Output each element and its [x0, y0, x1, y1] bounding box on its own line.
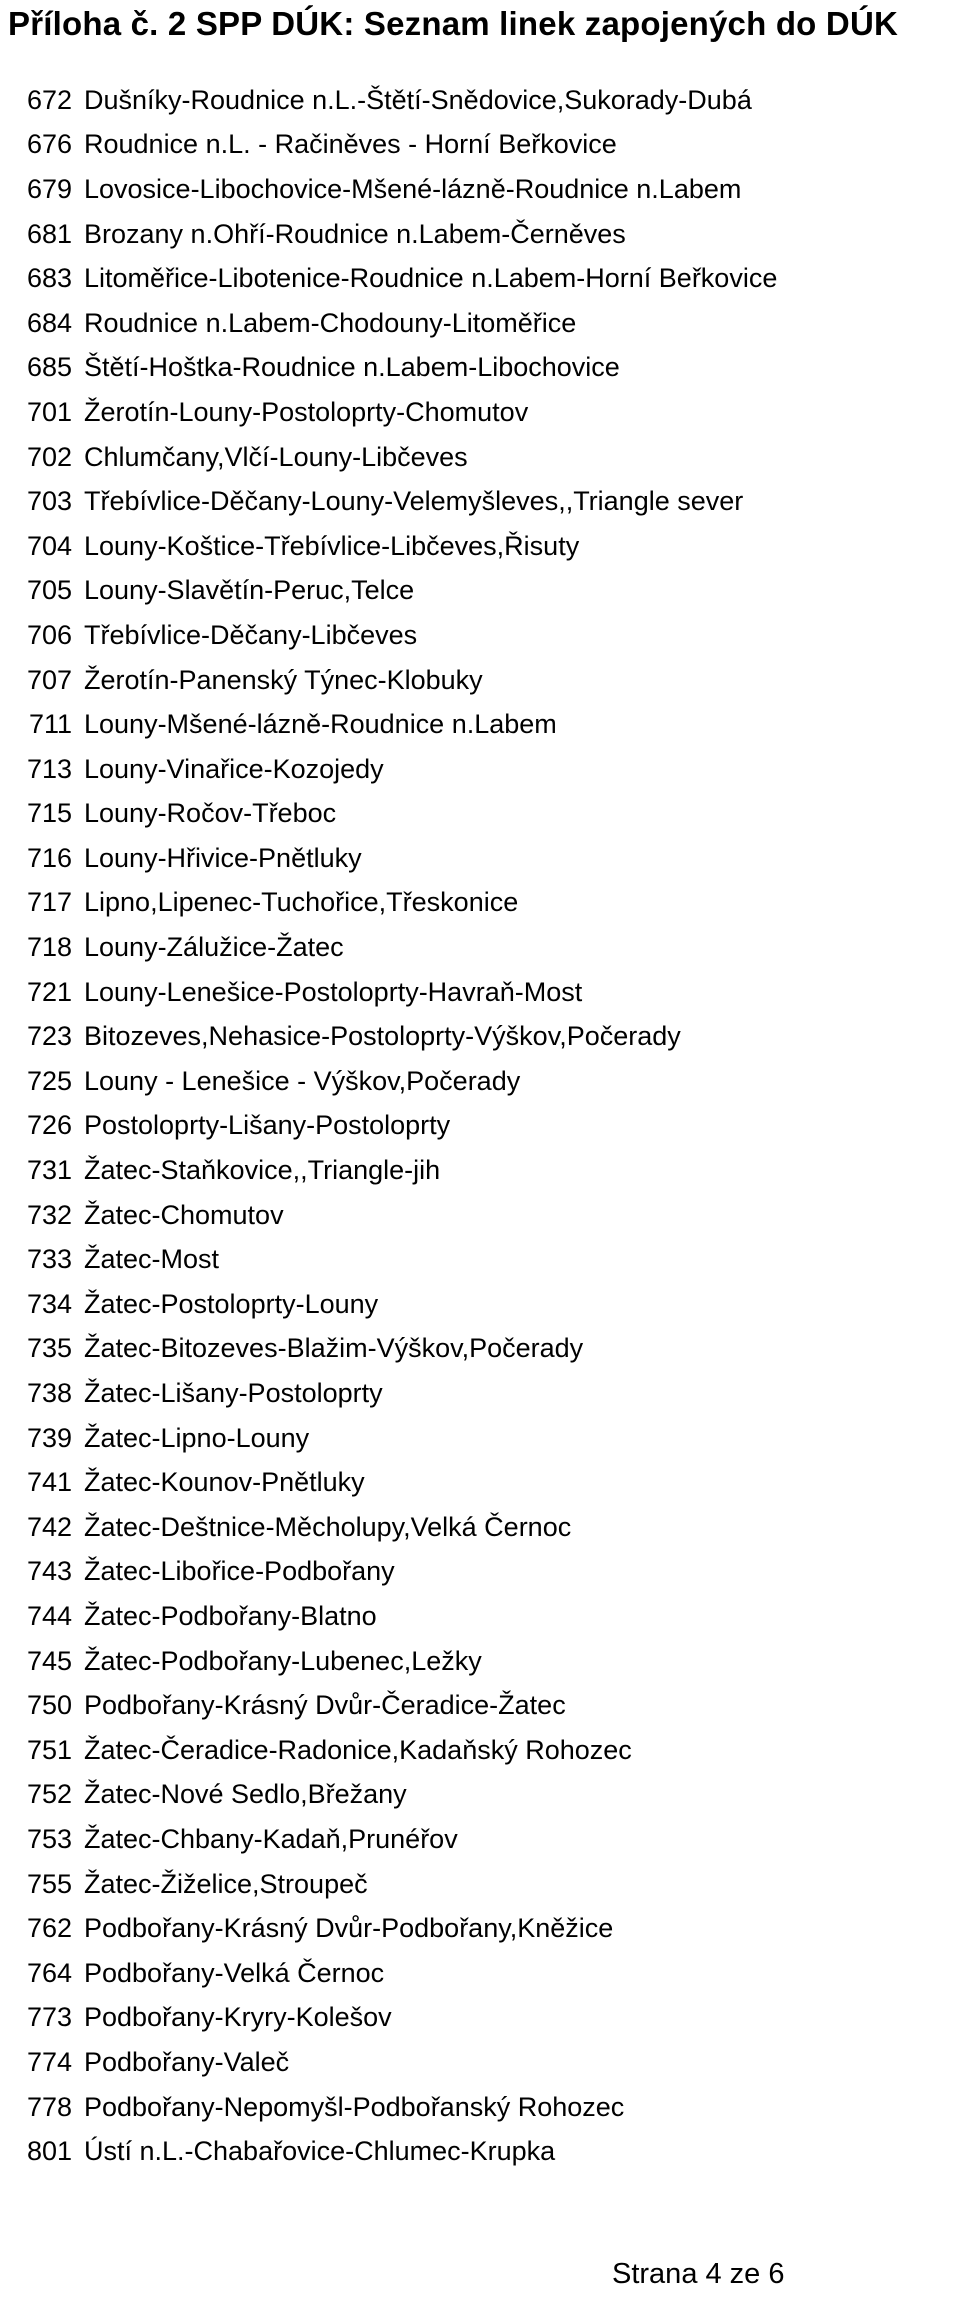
line-number: 774: [26, 2046, 72, 2077]
line-route: Chlumčany,Vlčí-Louny-Libčeves: [84, 441, 468, 472]
line-number: 745: [26, 1645, 72, 1676]
line-route: Podbořany-Valeč: [84, 2046, 290, 2077]
list-item: [0, 1550, 960, 1595]
list-item: [0, 256, 960, 301]
list-item: [0, 1773, 960, 1818]
list-item: [0, 1059, 960, 1104]
line-number: 715: [26, 798, 72, 829]
list-item: [0, 1282, 960, 1327]
line-route: Žatec-Podbořany-Blatno: [84, 1600, 377, 1631]
list-item: [0, 2085, 960, 2130]
list-item: [0, 390, 960, 435]
line-route: Dušníky-Roudnice n.L.-Štětí-Snědovice,Sukorady-Dubá: [84, 84, 752, 115]
list-item: [0, 1639, 960, 1684]
line-number: 735: [26, 1333, 72, 1364]
list-item: [0, 836, 960, 881]
line-route: Žatec-Lipno-Louny: [84, 1422, 310, 1453]
line-route: Louny-Hřivice-Pnětluky: [84, 842, 362, 873]
line-number: 752: [26, 1779, 72, 1810]
line-number: 723: [26, 1021, 72, 1052]
line-route: Štětí-Hoštka-Roudnice n.Labem-Libochovice: [84, 352, 620, 383]
line-number: 706: [26, 619, 72, 650]
list-item: [0, 78, 960, 123]
line-number: 753: [26, 1823, 72, 1854]
list-item: [0, 1014, 960, 1059]
line-route: Žatec-Chomutov: [84, 1199, 284, 1230]
line-number: 679: [26, 173, 72, 204]
page-number: Strana 4 ze 6: [612, 2258, 785, 2290]
list-item: [0, 1862, 960, 1907]
line-number: 705: [26, 575, 72, 606]
line-number: 685: [26, 352, 72, 383]
line-number: 721: [26, 976, 72, 1007]
line-number: 672: [26, 84, 72, 115]
list-item: [0, 925, 960, 970]
line-route: Lovosice-Libochovice-Mšené-lázně-Roudnice n.Labem: [84, 173, 742, 204]
list-item: [0, 346, 960, 391]
list-item: [0, 881, 960, 926]
line-route: Žatec-Lišany-Postoloprty: [84, 1378, 383, 1409]
line-route: Žatec-Čeradice-Radonice,Kadaňský Rohozec: [84, 1734, 632, 1765]
line-route: Louny-Lenešice-Postoloprty-Havraň-Most: [84, 976, 583, 1007]
list-item: [0, 1594, 960, 1639]
list-item: [0, 1416, 960, 1461]
list-item: [0, 1505, 960, 1550]
list-item: [0, 1148, 960, 1193]
line-number: 744: [26, 1600, 72, 1631]
line-number: 707: [26, 664, 72, 695]
line-number: 718: [26, 932, 72, 963]
line-number: 778: [26, 2091, 72, 2122]
list-item: [0, 2040, 960, 2085]
line-route: Žatec-Most: [84, 1244, 220, 1275]
line-route: Žatec-Kounov-Pnětluky: [84, 1467, 365, 1498]
line-route: Louny-Ročov-Třeboc: [84, 798, 337, 829]
line-route: Ústí n.L.-Chabařovice-Chlumec-Krupka: [84, 2136, 556, 2167]
line-route: Louny-Koštice-Třebívlice-Libčeves,Řisuty: [84, 530, 580, 561]
line-number: 739: [26, 1422, 72, 1453]
line-number: 743: [26, 1556, 72, 1587]
list-item: [0, 479, 960, 524]
list-item: [0, 212, 960, 257]
list-item: [0, 792, 960, 837]
line-route: Třebívlice-Děčany-Louny-Velemyšleves,,Triangle sever: [84, 486, 744, 517]
line-number: 762: [26, 1913, 72, 1944]
line-route: Louny-Zálužice-Žatec: [84, 932, 344, 963]
line-route: Louny - Lenešice - Výškov,Počerady: [84, 1065, 521, 1096]
line-number: 683: [26, 263, 72, 294]
line-route: Podbořany-Krásný Dvůr-Čeradice-Žatec: [84, 1690, 566, 1721]
line-route: Žerotín-Panenský Týnec-Klobuky: [84, 664, 483, 695]
line-number: 703: [26, 486, 72, 517]
line-route: Brozany n.Ohří-Roudnice n.Labem-Černěves: [84, 218, 626, 249]
list-item: [0, 1371, 960, 1416]
list-item: [0, 1237, 960, 1282]
list-item: [0, 435, 960, 480]
list-item: [0, 1906, 960, 1951]
line-number: 711: [28, 709, 72, 740]
line-route: Roudnice n.Labem-Chodouny-Litoměřice: [84, 307, 577, 338]
line-number: 734: [26, 1288, 72, 1319]
line-number: 716: [26, 842, 72, 873]
line-route: Žatec-Podbořany-Lubenec,Ležky: [84, 1645, 482, 1676]
line-list: [0, 78, 960, 2174]
line-number: 755: [26, 1868, 72, 1899]
list-item: [0, 1193, 960, 1238]
list-item: [0, 123, 960, 168]
line-route: Bitozeves,Nehasice-Postoloprty-Výškov,Počerady: [84, 1021, 681, 1052]
line-number: 725: [26, 1065, 72, 1096]
line-route: Třebívlice-Děčany-Libčeves: [84, 619, 418, 650]
line-number: 732: [26, 1199, 72, 1230]
line-number: 750: [26, 1690, 72, 1721]
line-route: Louny-Slavětín-Peruc,Telce: [84, 575, 415, 606]
line-route: Podbořany-Kryry-Kolešov: [84, 2002, 392, 2033]
list-item: [0, 970, 960, 1015]
list-item: [0, 569, 960, 614]
line-route: Louny-Vinařice-Kozojedy: [84, 753, 384, 784]
line-number: 764: [26, 1957, 72, 1988]
line-number: 702: [26, 441, 72, 472]
list-item: [0, 613, 960, 658]
line-route: Litoměřice-Libotenice-Roudnice n.Labem-Horní Beřkovice: [84, 263, 778, 294]
line-route: Žatec-Postoloprty-Louny: [84, 1288, 379, 1319]
line-number: 717: [26, 887, 72, 918]
list-item: [0, 1683, 960, 1728]
line-number: 713: [26, 753, 72, 784]
list-item: [0, 1817, 960, 1862]
list-item: [0, 702, 960, 747]
line-route: Postoloprty-Lišany-Postoloprty: [84, 1110, 451, 1141]
line-number: 704: [26, 530, 72, 561]
line-number: 773: [26, 2002, 72, 2033]
line-route: Žatec-Deštnice-Měcholupy,Velká Černoc: [84, 1511, 572, 1542]
page-title: Příloha č. 2 SPP DÚK: Seznam linek zapojených do DÚK: [8, 5, 899, 42]
list-item: [0, 1104, 960, 1149]
line-route: Žatec-Bitozeves-Blažim-Výškov,Počerady: [84, 1333, 584, 1364]
line-route: Žatec-Libořice-Podbořany: [84, 1556, 395, 1587]
list-item: [0, 301, 960, 346]
line-route: Podbořany-Velká Černoc: [84, 1957, 385, 1988]
list-item: [0, 167, 960, 212]
line-route: Žatec-Žiželice,Stroupeč: [84, 1868, 368, 1899]
line-number: 731: [26, 1155, 72, 1186]
line-route: Lipno,Lipenec-Tuchořice,Třeskonice: [84, 887, 519, 918]
list-item: [0, 2129, 960, 2174]
line-route: Žerotín-Louny-Postoloprty-Chomutov: [84, 396, 529, 427]
line-route: Podbořany-Krásný Dvůr-Podbořany,Kněžice: [84, 1913, 614, 1944]
list-item: [0, 658, 960, 703]
line-number: 801: [26, 2136, 72, 2167]
line-number: 726: [26, 1110, 72, 1141]
line-route: Louny-Mšené-lázně-Roudnice n.Labem: [84, 709, 557, 740]
list-item: [0, 1951, 960, 1996]
line-number: 738: [26, 1378, 72, 1409]
list-item: [0, 747, 960, 792]
line-number: 676: [26, 129, 72, 160]
list-item: [0, 1327, 960, 1372]
line-route: Roudnice n.L. - Račiněves - Horní Beřkovice: [84, 129, 617, 160]
line-route: Žatec-Staňkovice,,Triangle-jih: [84, 1155, 441, 1186]
line-route: Žatec-Chbany-Kadaň,Prunéřov: [84, 1823, 458, 1854]
line-number: 701: [26, 396, 72, 427]
list-item: [0, 1460, 960, 1505]
line-number: 751: [26, 1734, 72, 1765]
list-item: [0, 1728, 960, 1773]
line-number: 681: [26, 218, 72, 249]
line-route: Žatec-Nové Sedlo,Břežany: [84, 1779, 407, 1810]
line-number: 742: [26, 1511, 72, 1542]
list-item: [0, 524, 960, 569]
line-number: 741: [26, 1467, 72, 1498]
line-number: 733: [26, 1244, 72, 1275]
list-item: [0, 1996, 960, 2041]
line-number: 684: [26, 307, 72, 338]
line-route: Podbořany-Nepomyšl-Podbořanský Rohozec: [84, 2091, 625, 2122]
